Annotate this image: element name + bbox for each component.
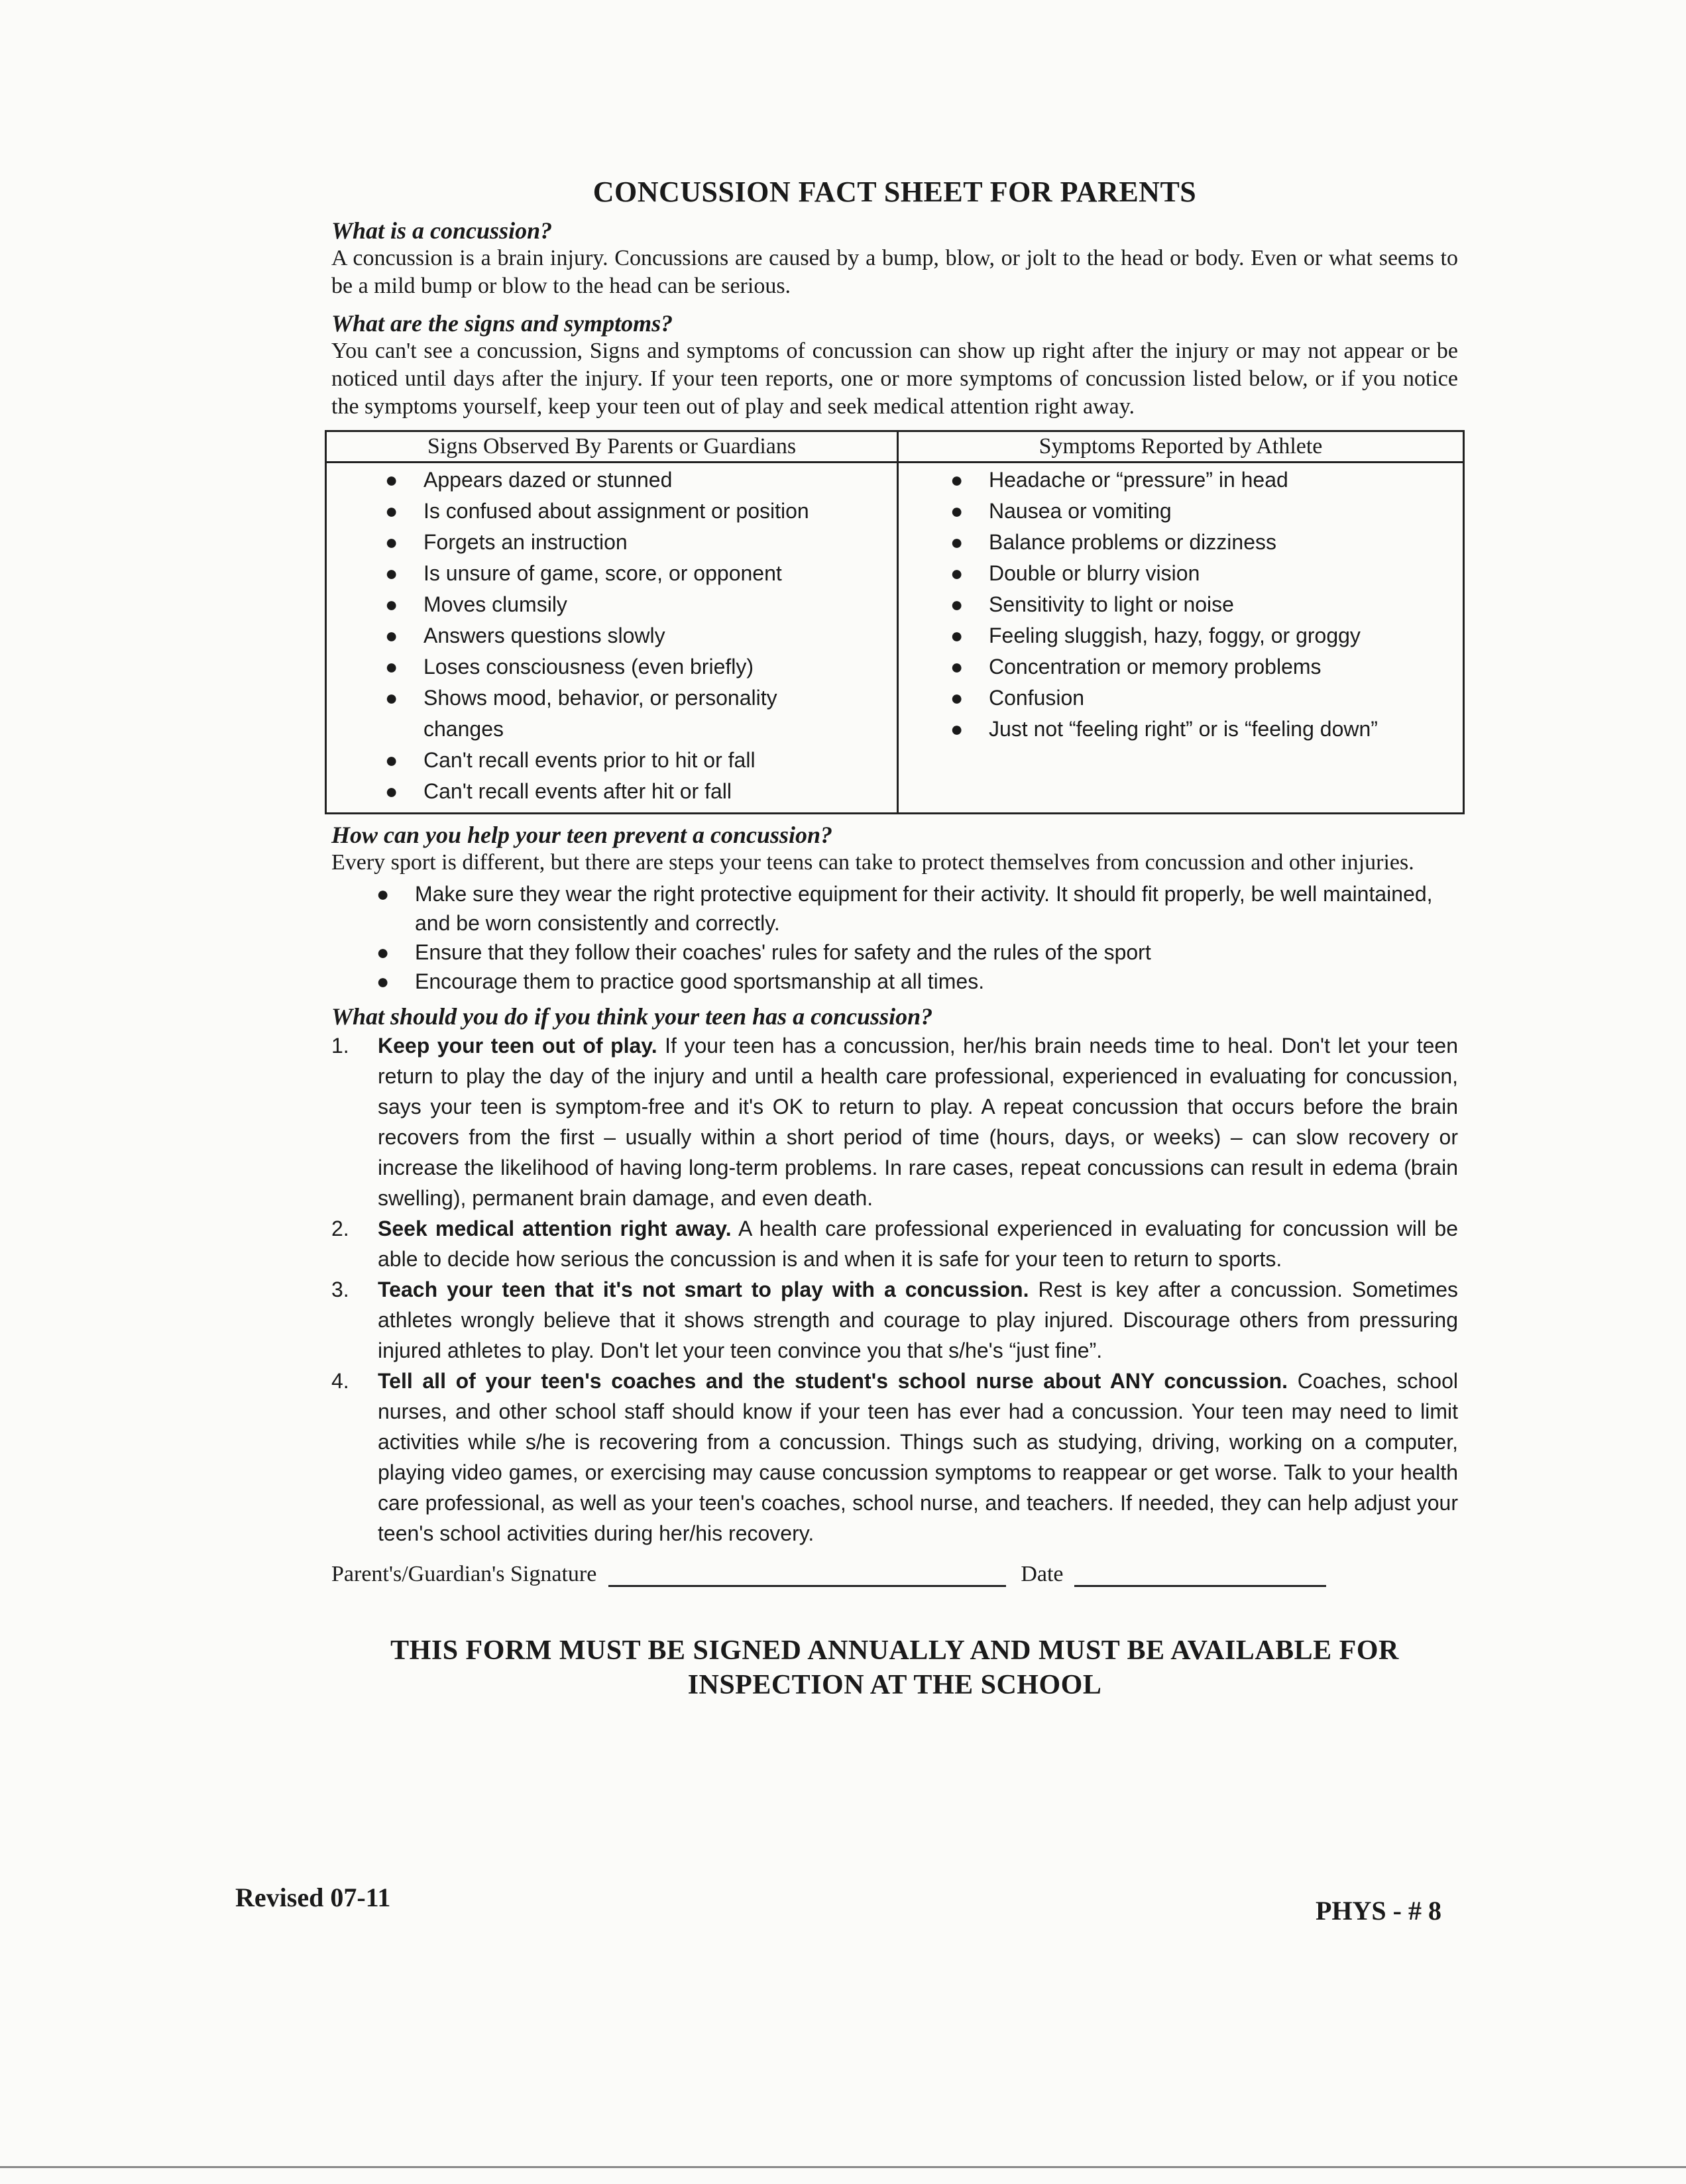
bullet-icon: ● (950, 499, 964, 523)
section-text-signs: You can't see a concussion, Signs and symptoms of concussion can show up right after the injury or may not appear or be noticed until days after the injury. If your teen reports, one or more symptoms of concussion listed below, or if you notice the symptoms yourself, keep your teen out of play and seek medical attention right away. (331, 339, 1458, 419)
list-item: 1. Keep your teen out of play. If your teen has a concussion, her/his brain needs time to heal. Don't let your teen return to play the day of the injury and until a health care professional, experienced in evaluating for concussion, says your teen is symptom-free and it's OK to return to play. A repeat concussion that occurs before the brain recovers from the first – usually within a short period of time (hours, days, or weeks) – can slow recovery or increase the likelihood of having long-term problems. In rare cases, repeat concussions can result in edema (brain swelling), permanent brain damage, and even death. (331, 1034, 1459, 1210)
list-item: 3. Teach your teen that it's not smart to play with a concussion. Rest is key after a concussion. Sometimes athletes wrongly believe that it shows strength and courage to play injured. Discourage others from pressuring injured athletes to play. Don't let your teen convince you that s/he's “just fine”. (331, 1278, 1459, 1362)
section-heading-what-is: What is a concussion? (331, 217, 553, 244)
bullet-icon: ● (950, 530, 964, 554)
bullet-icon: ● (385, 561, 398, 585)
bullet-icon: ● (376, 882, 390, 906)
bullet-icon: ● (385, 748, 398, 772)
symptoms-cell (898, 463, 1464, 814)
table-header-signs: Signs Observed By Parents or Guardians (326, 431, 898, 463)
list-item: ● Can't recall events after hit or fall (380, 776, 897, 807)
list-item: ● Can't recall events prior to hit or fall (380, 745, 897, 776)
list-item: ● Shows mood, behavior, or personality changes (380, 682, 897, 745)
list-item: ● Balance problems or dizziness (945, 527, 1463, 558)
list-item: ● Sensitivity to light or noise (945, 589, 1463, 620)
signature-row (331, 1562, 1458, 1587)
list-item: ● Appears dazed or stunned (380, 464, 897, 496)
bullet-icon: ● (385, 530, 398, 554)
list-item: ● Is unsure of game, score, or opponent (380, 558, 897, 589)
list-item: ● Feeling sluggish, hazy, foggy, or groggy (945, 620, 1463, 651)
list-item: ● Make sure they wear the right protective equipment for their activity. It should fit properly, be well maintained, and be worn consistently and correctly. (371, 879, 1458, 938)
list-item: ● Double or blurry vision (945, 558, 1463, 589)
prevent-list (331, 879, 1458, 996)
list-item: ● Ensure that they follow their coaches' rules for safety and the rules of the sport (371, 938, 1458, 967)
bullet-icon: ● (376, 969, 390, 993)
signature-label: Parent's/Guardian's Signature (331, 1562, 597, 1586)
scan-edge-divider (0, 2166, 1686, 2168)
list-item: ● Is confused about assignment or position (380, 496, 897, 527)
bullet-icon: ● (385, 499, 398, 523)
signs-symptoms-table (325, 430, 1465, 814)
bullet-icon: ● (950, 468, 964, 492)
signs-cell (326, 463, 898, 814)
list-item: ● Moves clumsily (380, 589, 897, 620)
symptoms-list (899, 464, 1463, 745)
bullet-icon: ● (950, 655, 964, 679)
section-text-what-is: A concussion is a brain injury. Concussions are caused by a bump, blow, or jolt to the head or body. Even or what seems to be a mild bump or blow to the head can be serious. (331, 246, 1458, 298)
signature-field[interactable] (608, 1565, 1006, 1587)
list-item: ● Nausea or vomiting (945, 496, 1463, 527)
list-item: 2. Seek medical attention right away. A health care professional experienced in evaluating for concussion will be able to decide how serious the concussion is and when it is safe for your teen to return to sports. (331, 1217, 1459, 1271)
list-item: ● Loses consciousness (even briefly) (380, 651, 897, 682)
section-heading-prevent: How can you help your teen prevent a concussion? (331, 822, 833, 848)
section-heading-what-to-do: What should you do if you think your teen has a concussion? (331, 1003, 933, 1030)
list-item: ● Encourage them to practice good sportsmanship at all times. (371, 967, 1458, 996)
bullet-icon: ● (376, 940, 390, 964)
bullet-icon: ● (950, 561, 964, 585)
list-item: ● Concentration or memory problems (945, 651, 1463, 682)
table-header-symptoms: Symptoms Reported by Athlete (898, 431, 1464, 463)
bullet-icon: ● (950, 686, 964, 710)
list-item: ● Confusion (945, 682, 1463, 714)
bullet-icon: ● (385, 655, 398, 679)
list-item: ● Forgets an instruction (380, 527, 897, 558)
date-field[interactable] (1074, 1565, 1326, 1587)
list-item: ● Headache or “pressure” in head (945, 464, 1463, 496)
date-label: Date (1021, 1562, 1064, 1586)
bullet-icon: ● (950, 717, 964, 741)
signing-notice: THIS FORM MUST BE SIGNED ANNUALLY AND MUST BE AVAILABLE FOR INSPECTION AT THE SCHOOL (390, 1635, 1399, 1700)
bullet-icon: ● (950, 624, 964, 647)
list-item: ● Answers questions slowly (380, 620, 897, 651)
bullet-icon: ● (950, 592, 964, 616)
fact-sheet-page (331, 166, 1458, 1702)
action-steps-list (331, 1030, 1458, 1549)
signs-list (327, 464, 897, 807)
list-item: ● Just not “feeling right” or is “feeling down” (945, 714, 1463, 745)
form-id-label: PHYS - # 8 (1316, 1896, 1441, 1926)
bullet-icon: ● (385, 686, 398, 710)
section-heading-signs: What are the signs and symptoms? (331, 310, 673, 337)
bullet-icon: ● (385, 592, 398, 616)
bullet-icon: ● (385, 468, 398, 492)
bullet-icon: ● (385, 779, 398, 803)
section-text-prevent: Every sport is different, but there are steps your teens can take to protect themselves from concussion and other injuries. (331, 850, 1414, 875)
page-title: CONCUSSION FACT SHEET FOR PARENTS (592, 176, 1197, 208)
list-item: 4. Tell all of your teen's coaches and the student's school nurse about ANY concussion. Coaches, school nurses, and other school staff should know if your teen has ever had a concussion. Your teen may need to limit activities while s/he is recovering from a concussion. Things such as studying, driving, working on a computer, playing video games, or exercising may cause concussion symptoms to reappear or get worse. Talk to your health care professional, as well as your teen's coaches, school nurse, and teachers. If needed, they can help adjust your teen's school activities during her/his recovery. (331, 1369, 1459, 1545)
revision-label: Revised 07-11 (235, 1883, 391, 1912)
bullet-icon: ● (385, 624, 398, 647)
